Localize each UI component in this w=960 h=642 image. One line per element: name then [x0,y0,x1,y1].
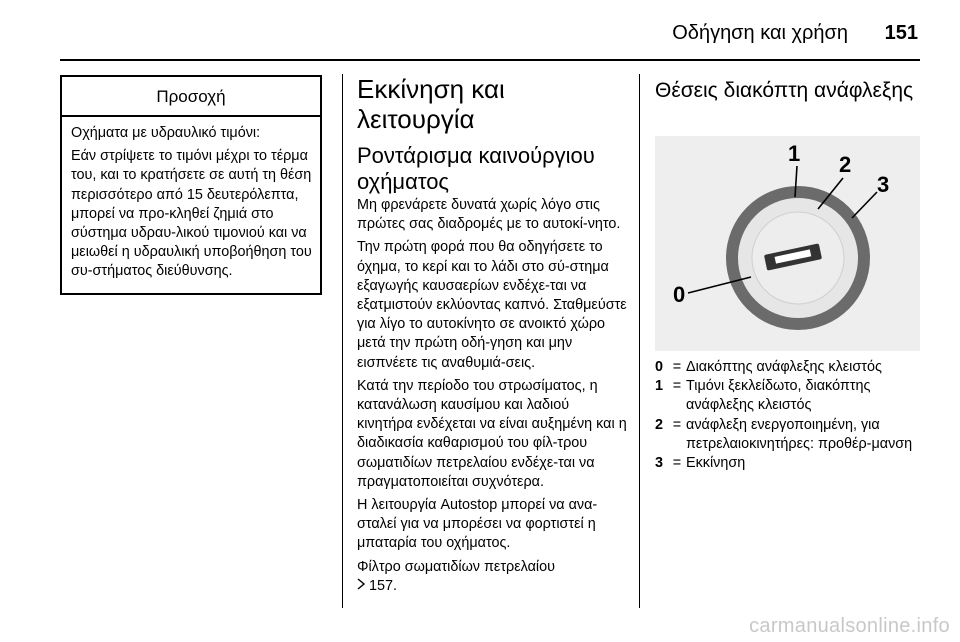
caution-line: Οχήματα με υδραυλικό τιμόνι: [71,125,261,141]
ignition-switch-figure [655,136,920,351]
legend-eq: = [672,455,682,472]
figure-label-2: 2 [839,152,852,177]
ignition-section-title: Θέσεις διακόπτη ανάφλεξης [655,79,914,102]
paragraph: Μη φρενάρετε δυνατά χωρίς λόγο στις πρώτες σας διαδρομές με το αυτοκί-νητο. [357,197,621,233]
arrow-reference-icon [357,577,369,596]
paragraph: Η λειτουργία Autostop μπορεί να ανα-σταλεί για να μπορέσει να φορτιστεί η μπαταρία του οχήματος. [357,497,598,552]
legend-text: ανάφλεξη ενεργοποιημένη, για πετρελαιοκινητήρες: προθέρ-μανση [686,416,913,452]
legend-eq: = [672,416,682,433]
header-rule [60,59,920,61]
figure-label-1: 1 [788,141,801,166]
caution-body [62,117,320,282]
legend-item [655,454,925,473]
caution-box [60,75,322,295]
legend-text: Διακόπτης ανάφλεξης κλειστός [686,359,882,375]
legend-num: 3 [655,455,664,472]
legend-item [655,377,925,415]
figure-legend [655,358,925,473]
column-divider-right [639,74,640,608]
crossref-page: 157. [369,577,398,594]
right-column [655,78,925,472]
ignition-switch-illustration [655,136,920,351]
column-divider-left [342,74,343,608]
caution-heading: Προσοχή [62,77,320,117]
header-title: Οδήγηση και χρήση [672,22,848,44]
legend-item [655,358,925,377]
middle-column [357,74,627,596]
paragraph: Την πρώτη φορά που θα οδηγήσετε το όχημα, το κερί και το λάδι στο σύ-στημα εξαγωγής καυσαερίων ενδέχε-ται να εξατμιστούν εκλύοντας καπνό. Σταθμεύστε για λίγο το αυτοκίνητο σε ανοικτό χώρο μετά την πρώτη οδή-γηση και μην εισπνέετε τις αναθυμιά-σεις. [357,239,627,371]
crossref-text: Φίλτρο σωματιδίων πετρελαίου [357,558,555,575]
legend-num: 0 [655,359,664,375]
subsection-title: Ροντάρισμα καινούργιου οχήματος [357,143,595,194]
page-header [0,0,960,60]
legend-text: Τιμόνι ξεκλείδωτο, διακόπτης ανάφλεξης κλειστός [686,378,871,414]
legend-eq: = [672,378,682,395]
caution-line: Εάν στρίψετε το τιμόνι μέχρι το τέρμα του, και το κρατήσετε σε αυτή τη θέση περισσότερο από 15 δευτερόλεπτα, μπορεί να προ-κληθεί ζημιά στο σύστημα υδραυ-λικού τιμονιού και να μειωθεί η υδραυλική υποβοήθηση του συ-στήματος διεύθυνσης. [71,148,312,280]
page-number: 151 [884,22,918,44]
legend-num: 1 [655,378,664,395]
figure-label-3: 3 [877,172,890,197]
crossref-link[interactable] [357,577,627,596]
watermark: carmanualsonline.info [749,615,950,637]
legend-num: 2 [655,416,664,433]
figure-label-0: 0 [673,282,686,307]
section-title: Εκκίνηση και λειτουργία [357,74,505,134]
legend-text: Εκκίνηση [686,455,746,472]
paragraph: Κατά την περίοδο του στρωσίματος, η κατανάλωση καυσίμου και λαδιού κινητήρα ενδέχεται να είναι αυξημένη και η διαδικασία καθαρισμού του φίλ-τρου σωματιδίων πετρελαίου ενδέχε-ται να πραγματοποιείται συχνότερα. [357,377,627,490]
legend-item [655,416,925,454]
legend-eq: = [672,359,682,375]
